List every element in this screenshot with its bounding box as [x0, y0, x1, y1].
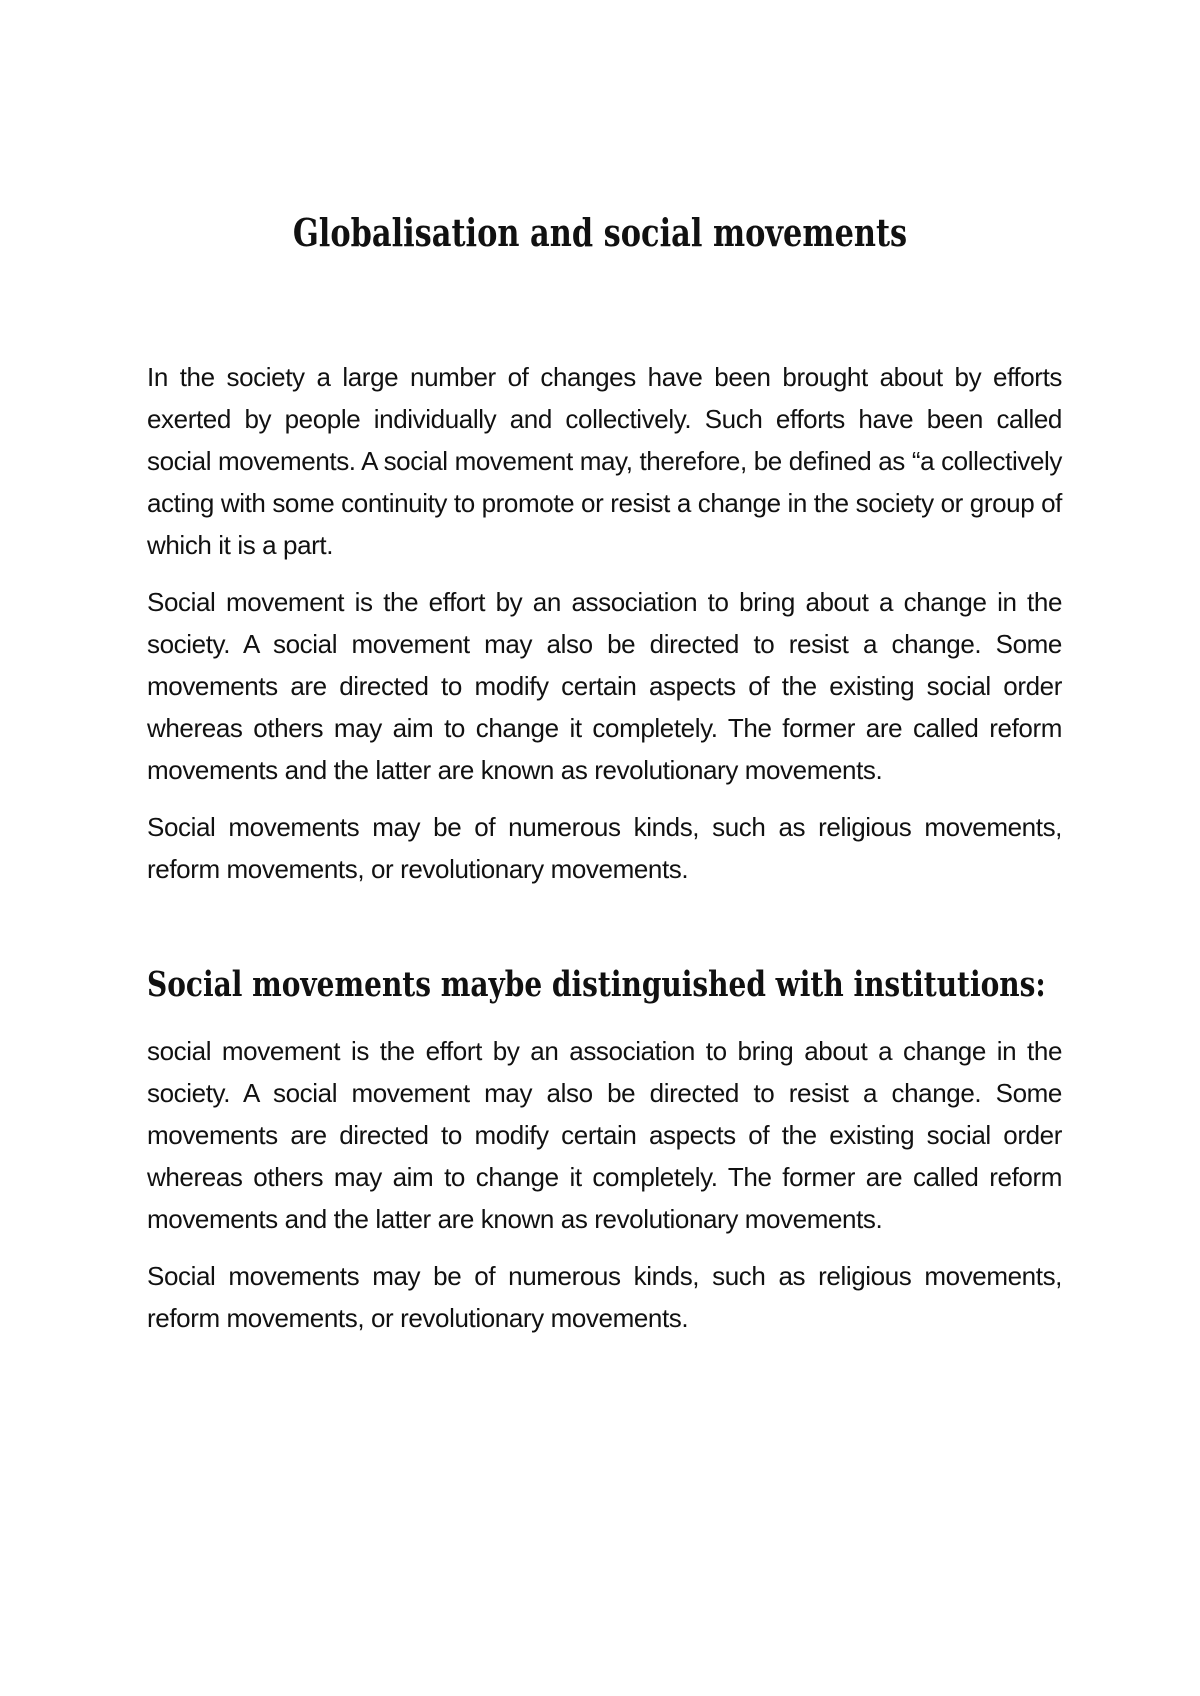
page-title: Globalisation and social movements — [292, 210, 908, 255]
section-heading: Social movements maybe distinguished with institutions: — [147, 964, 1046, 1005]
intro-paragraph-3: Social movements may be of numerous kinds, such as religious movements, reform movements, or revolutionary movements. — [147, 812, 1062, 884]
intro-paragraph-1: In the society a large number of changes have been brought about by efforts exerted by people individually and collectively. Such efforts have been called social movements. A social movement may, therefore, be defined as “a collectively acting with some continuity to promote or resist a change in the society or group of which it is a part. — [147, 362, 1062, 560]
section-paragraph-2: Social movements may be of numerous kinds, such as religious movements, reform movements, or revolutionary movements. — [147, 1261, 1062, 1333]
document-body — [147, 356, 1062, 1339]
section-paragraph-1: social movement is the effort by an association to bring about a change in the society. A social movement may also be directed to resist a change. Some movements are directed to modify certain aspects of the existing social order whereas others may aim to change it completely. The former are called reform movements and the latter are known as revolutionary movements. — [147, 1036, 1062, 1234]
intro-paragraph-2: Social movement is the effort by an association to bring about a change in the society. A social movement may also be directed to resist a change. Some movements are directed to modify certain aspects of the existing social order whereas others may aim to change it completely. The former are called reform movements and the latter are known as revolutionary movements. — [147, 587, 1062, 785]
